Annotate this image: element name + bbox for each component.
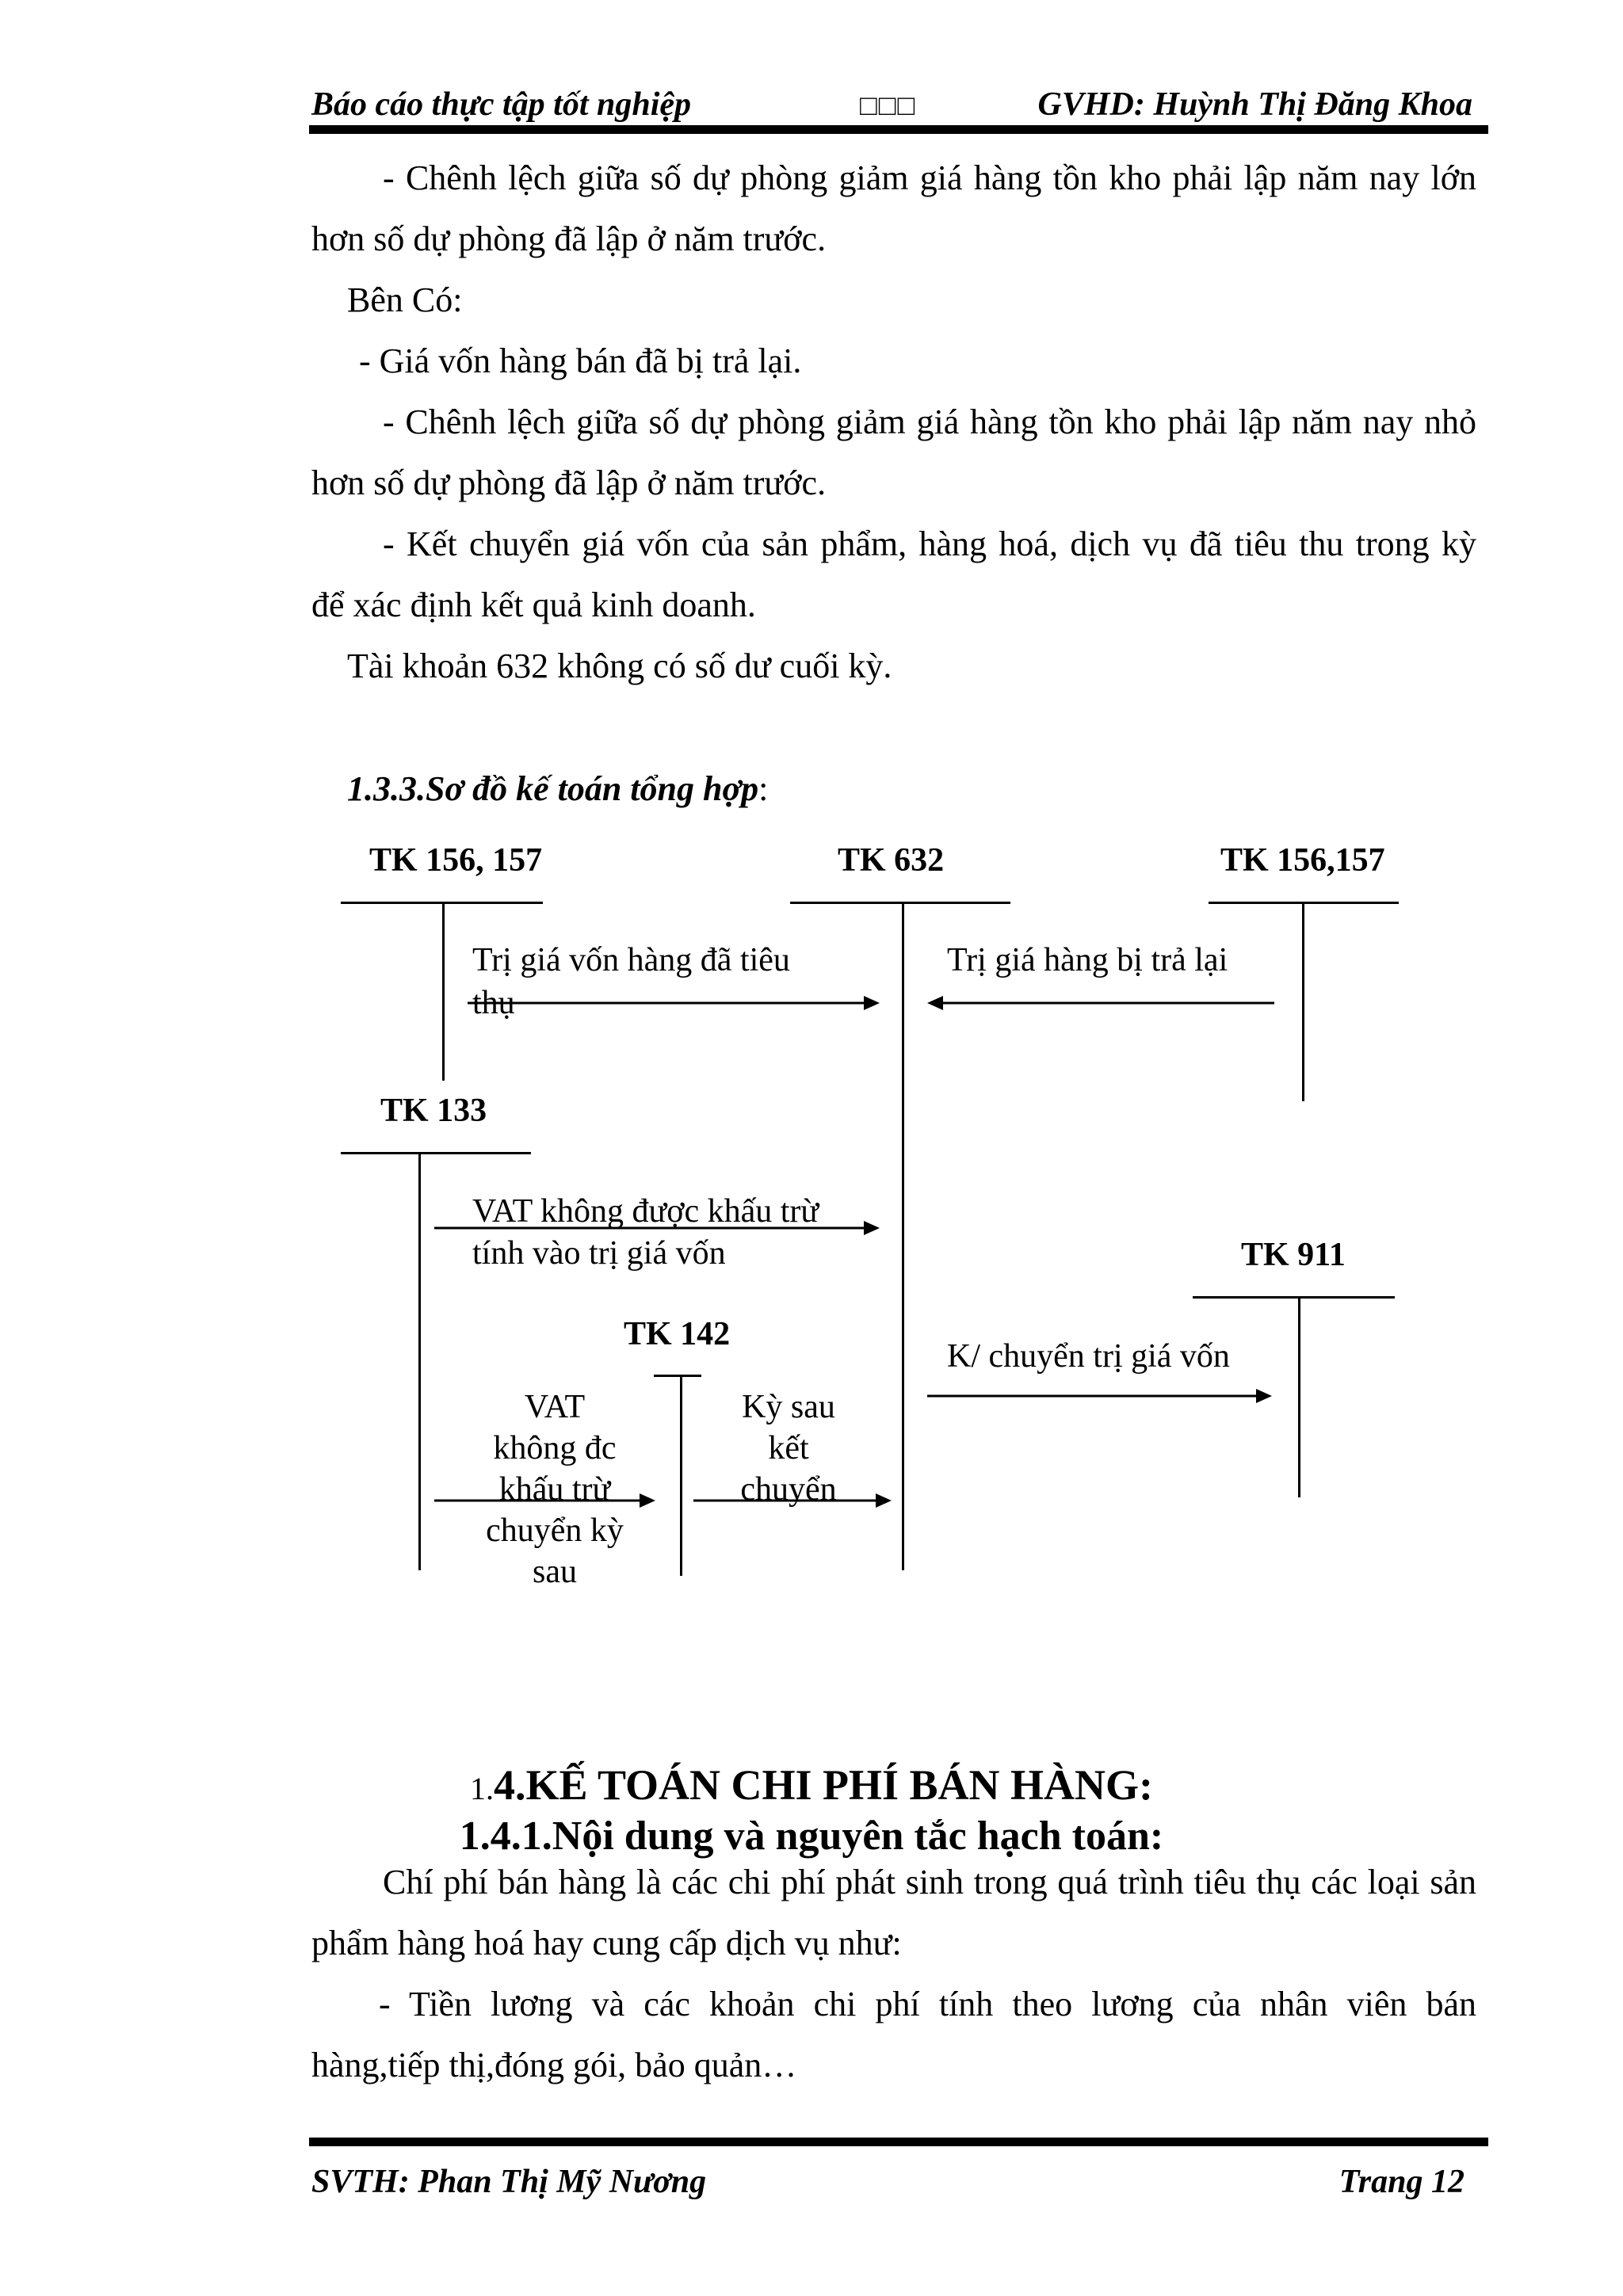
label-ky-sau-ket-chuyen <box>701 1386 876 1510</box>
account-tk911: TK 911 <box>1241 1237 1346 1273</box>
arrow-ket-chuyen-to-911 <box>927 1389 1272 1403</box>
label-ket-chuyen: K/ chuyển trị giá vốn <box>947 1338 1230 1375</box>
section-14-title <box>0 1760 1623 1810</box>
paragraph-continuation: phẩm hàng hoá hay cung cấp dịch vụ như: <box>311 1924 902 1962</box>
body-text-bottom <box>311 1852 1476 2096</box>
label-gia-von-line2: thụ <box>472 985 515 1021</box>
label-line: khấu trừ <box>498 1471 611 1508</box>
label-vat-line1: VAT không được khấu trừ <box>472 1193 819 1230</box>
paragraph-continuation: hơn số dự phòng đã lập ở năm trước. <box>311 219 827 258</box>
label-gia-von-line1: Trị giá vốn hàng đã tiêu <box>472 942 790 978</box>
footer-left: SVTH: Phan Thị Mỹ Nương <box>311 2164 707 2200</box>
account-tk156-157: TK 156, 157 <box>369 842 543 879</box>
paragraph: - Chênh lệch giữa số dự phòng giảm giá hàng tồn kho phải lập năm nay nhỏ <box>383 402 1476 441</box>
arrow-tra-lai-to-632 <box>927 996 1274 1010</box>
paragraph: Tài khoản 632 không có số dư cuối kỳ. <box>347 646 892 685</box>
paragraph-continuation: để xác định kết quả kinh doanh. <box>311 585 756 624</box>
paragraph-continuation: hơn số dự phòng đã lập ở năm trước. <box>311 463 827 502</box>
label-line: chuyển kỳ <box>486 1512 624 1549</box>
account-tk632: TK 632 <box>838 842 945 879</box>
header-right: GVHD: Huỳnh Thị Đăng Khoa <box>1037 86 1472 123</box>
label-tra-lai: Trị giá hàng bị trả lại <box>947 942 1228 978</box>
paragraph: - Kết chuyển giá vốn của sản phẩm, hàng hoá, dịch vụ đã tiêu thu trong kỳ <box>383 524 1476 563</box>
label-line: sau <box>533 1554 577 1590</box>
paragraph: - Giá vốn hàng bán đã bị trả lại. <box>359 341 802 380</box>
section-133-colon: : <box>758 769 769 808</box>
account-tk142: TK 142 <box>624 1316 731 1352</box>
account-tk133: TK 133 <box>380 1093 487 1129</box>
header-ornament-icon: □□□ <box>860 90 917 121</box>
label-line: kết <box>768 1430 809 1466</box>
page-number: Trang 12 <box>1338 2164 1465 2200</box>
label-line: Kỳ sau <box>742 1389 835 1425</box>
label-line: không đc <box>493 1430 617 1466</box>
section-141-title: 1.4.1.Nội dung và nguyên tắc hạch toán: <box>459 1814 1164 1859</box>
paragraph: Chí phí bán hàng là các chi phí phát sinh trong quá trình tiêu thụ các loại sản <box>383 1863 1476 1901</box>
account-tk156-157-right: TK 156,157 <box>1220 842 1385 879</box>
label-vat-khong-duoc-khau-tru <box>464 1386 646 1592</box>
section-14-heading: 4.KẾ TOÁN CHI PHÍ BÁN HÀNG: <box>493 1761 1154 1809</box>
ben-co-label: Bên Có: <box>347 280 463 319</box>
footer-rule <box>309 2138 1488 2146</box>
arrow-gia-von-to-632 <box>468 996 880 1010</box>
paragraph-continuation: hàng,tiếp thị,đóng gói, bảo quản… <box>311 2046 797 2084</box>
label-line: VAT <box>524 1389 586 1425</box>
label-vat-line2: tính vào trị giá vốn <box>472 1235 726 1272</box>
header-left: Báo cáo thực tập tốt nghiệp <box>311 86 692 123</box>
section-133-title: 1.3.3.Sơ đồ kế toán tổng hợp <box>347 769 759 808</box>
paragraph: - Chênh lệch giữa số dự phòng giảm giá hàng tồn kho phải lập năm nay lớn <box>383 158 1476 197</box>
section-14-prefix: 1. <box>469 1771 494 1806</box>
label-line: chuyển <box>740 1471 837 1508</box>
paragraph: - Tiền lương và các khoản chi phí tính theo lương của nhân viên bán <box>379 1985 1476 2023</box>
